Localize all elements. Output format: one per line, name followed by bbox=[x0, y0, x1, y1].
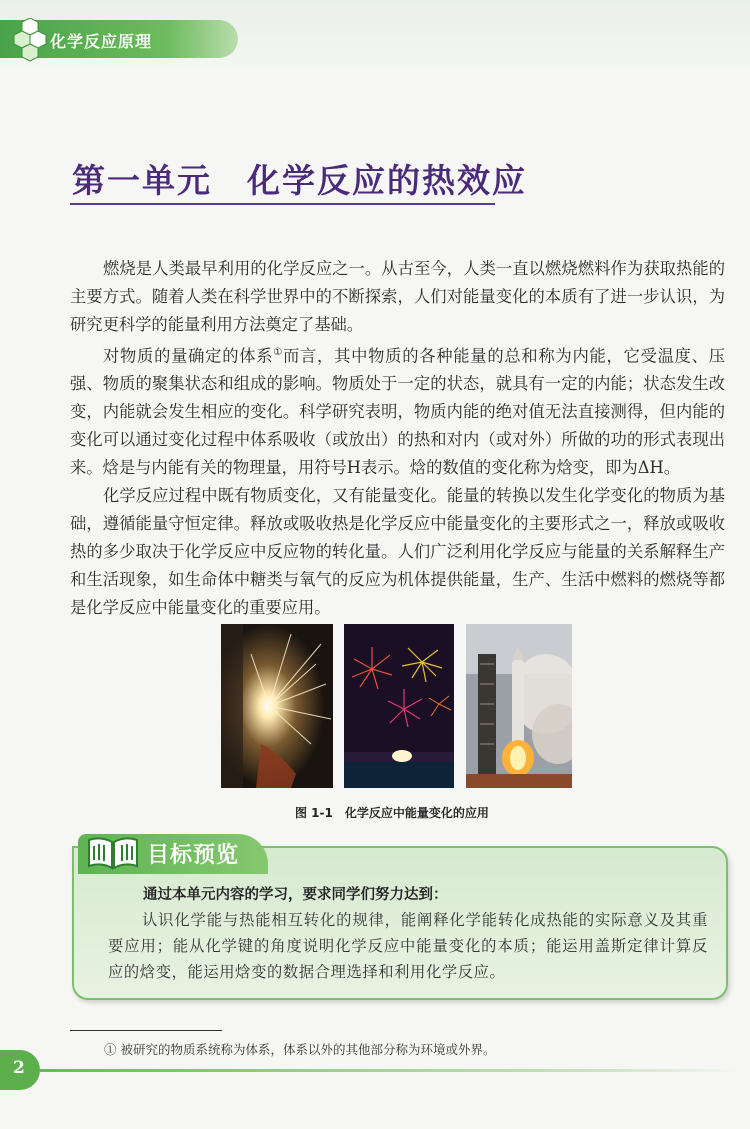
unit-title: 第一单元 化学反应的热效应 bbox=[72, 161, 527, 200]
footnote: ① 被研究的物质系统称为体系，体系以外的其他部分称为环境或外界。 bbox=[104, 1042, 496, 1057]
page-number: 2 bbox=[13, 1058, 25, 1078]
paragraph-2-start: 对物质的量确定的体系 bbox=[103, 346, 274, 366]
paragraph-3: 化学反应过程中既有物质变化，又有能量变化。能量的转换以发生化学变化的物质为基础，遵循能量守恒定律。释放或吸收热是化学反应中能量变化的主要形式之一，释放或吸收热的多少取决于化学反应中反应物的转化量。人们广泛利用化学反应与能量的关系解释生产和生活现象，如生命体中糖类与氧气的反应为机体提供能量，生产、生活中燃料的燃烧等都是化学反应中能量变化的重要应用。 bbox=[70, 486, 725, 618]
bottom-rule bbox=[40, 1069, 740, 1072]
hexagon-cluster-icon bbox=[10, 18, 50, 62]
title-underline bbox=[70, 203, 495, 205]
section-label: 化学反应原理 bbox=[50, 32, 153, 51]
open-book-icon bbox=[86, 832, 140, 872]
rocket-launch-photo bbox=[466, 624, 572, 788]
footnote-marker: ① bbox=[273, 347, 283, 358]
paragraph-2-rest: 而言，其中物质的各种能量的总和称为内能，它受温度、压强、物质的聚集状态和组成的影响。物质处于一定的状态，就具有一定的内能；状态发生改变，内能就会发生相应的变化。科学研究表明，物质内能的绝对值无法直接测得，但内能的变化可以通过变化过程中体系吸收（或放出）的热和对内（或对外）所做的功的形式表现出来。焓是与内能有关的物理量，用符号H表示。焓的数值的变化称为焓变，即为ΔH。 bbox=[70, 346, 725, 478]
paragraph-2 bbox=[70, 339, 725, 482]
body-text bbox=[70, 255, 725, 622]
figure-caption bbox=[295, 804, 489, 821]
welding-sparks-photo bbox=[221, 624, 333, 788]
figure-label: 图 1-1 bbox=[295, 806, 333, 820]
paragraph-1: 燃烧是人类最早利用的化学反应之一。从古至今，人类一直以燃烧燃料作为获取热能的主要方式。随着人类在科学世界中的不断探索，人们对能量变化的本质有了进一步认识，为研究更科学的能量利用方法奠定了基础。 bbox=[70, 259, 725, 334]
goals-heading: 目标预览 bbox=[147, 843, 240, 868]
footnote-rule bbox=[70, 1030, 222, 1031]
goals-subheading: 通过本单元内容的学习，要求同学们努力达到： bbox=[143, 887, 448, 903]
fireworks-photo bbox=[344, 624, 454, 788]
goals-text: 认识化学能与热能相互转化的规律，能阐释化学能转化成热能的实际意义及其重要应用；能从化学键的角度说明化学反应中能量变化的本质；能运用盖斯定律计算反应的焓变，能运用焓变的数据合理选择和利用化学反应。 bbox=[108, 911, 708, 981]
figure-caption-text: 化学反应中能量变化的应用 bbox=[344, 806, 489, 820]
